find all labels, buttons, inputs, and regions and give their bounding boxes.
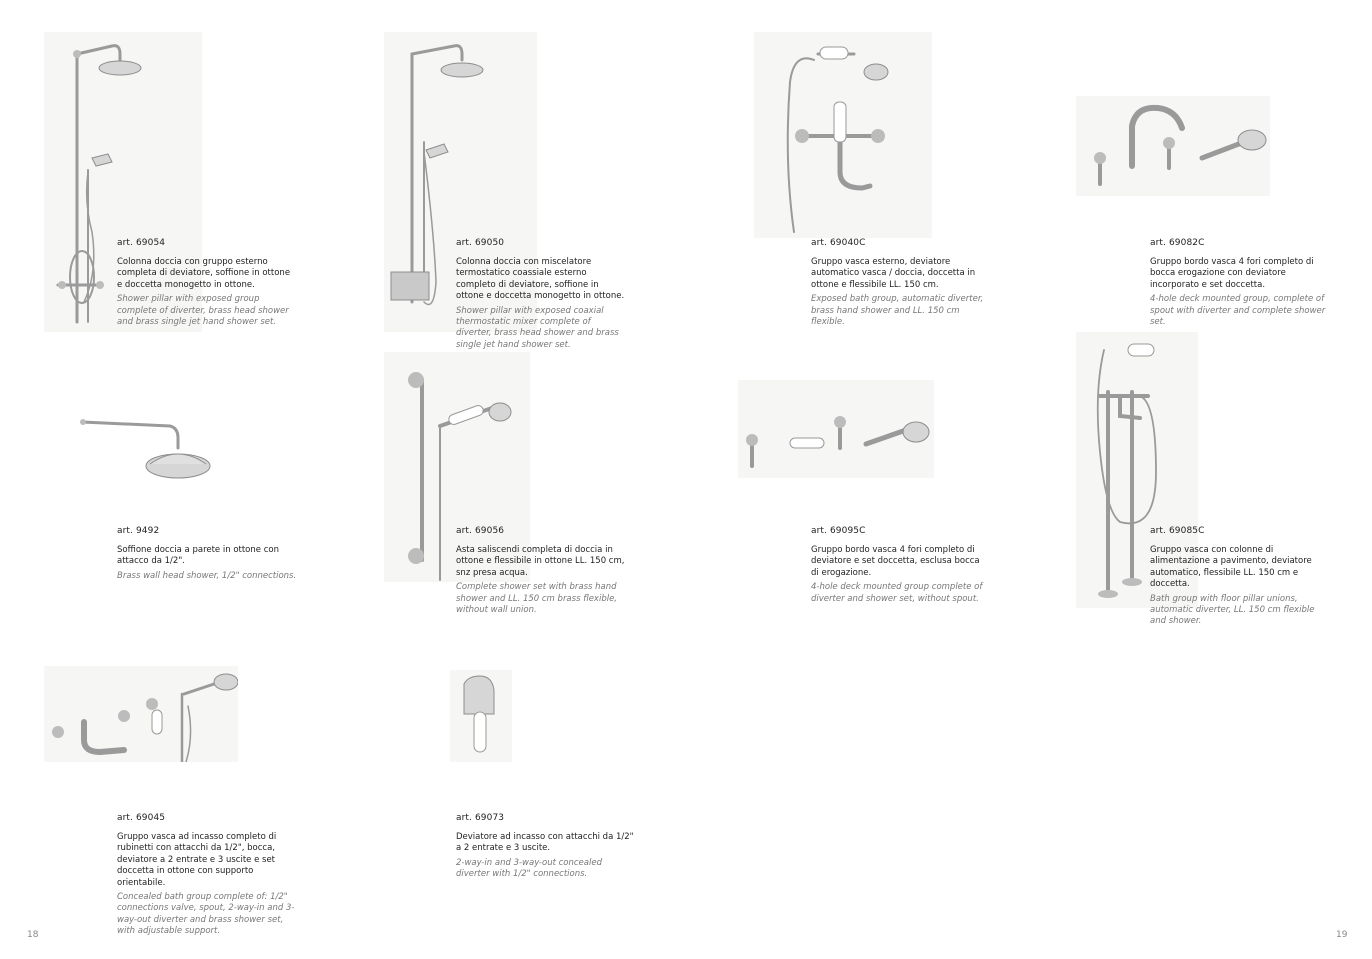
article-code: art. 69082C bbox=[1150, 238, 1205, 248]
article-code: art. 69045 bbox=[117, 813, 166, 823]
description-english: 2-way-in and 3-way-out concealed diverter with 1/2" connections. bbox=[456, 857, 602, 880]
article-code: art. 69050 bbox=[456, 238, 505, 248]
product-info-69054 bbox=[117, 238, 297, 328]
description-italian: Gruppo vasca esterno, deviatore automatico vasca / doccia, doccetta in ottone e flessibile LL. 150 cm. bbox=[811, 257, 976, 290]
product-image-69073 bbox=[450, 670, 512, 762]
description-italian: Colonna doccia con miscelatore termostatico coassiale esterno completo di deviatore, soffione in ottone e doccetta monogetto in ottone. bbox=[456, 257, 625, 302]
description-english: Bath group with floor pillar unions, automatic diverter, LL. 150 cm flexible and shower. bbox=[1150, 593, 1315, 627]
product-info-69085C bbox=[1150, 526, 1332, 628]
article-code: art. 69054 bbox=[117, 238, 166, 248]
description-italian: Colonna doccia con gruppo esterno completa di deviatore, soffione in ottone e doccetta monogetto in ottone. bbox=[117, 257, 291, 290]
article-code: art. 69040C bbox=[811, 238, 866, 248]
deck-mounted-4-hole-group-icon bbox=[1076, 96, 1270, 196]
product-image-69045 bbox=[44, 666, 238, 762]
description-italian: Deviatore ad incasso con attacchi da 1/2" a 2 entrate e 3 uscite. bbox=[456, 832, 634, 854]
concealed-diverter-icon bbox=[450, 670, 512, 762]
page-number-right: 19 bbox=[1336, 930, 1348, 940]
page-number-left: 18 bbox=[27, 930, 39, 940]
description-english: Brass wall head shower, 1/2" connections. bbox=[117, 570, 297, 581]
deck-mounted-group-no-spout-icon bbox=[738, 380, 934, 478]
description-english: Complete shower set with brass hand shower and LL. 150 cm brass flexible, without wall union. bbox=[456, 582, 618, 616]
wall-head-shower-icon bbox=[78, 408, 218, 488]
article-code: art. 69056 bbox=[456, 526, 505, 536]
article-code: art. 9492 bbox=[117, 526, 160, 536]
description-english: Concealed bath group complete of: 1/2" connections valve, spout, 2-way-in and 3-way-out diverter and brass shower set, with adjustable support. bbox=[117, 892, 295, 937]
description-english: Shower pillar with exposed coaxial thermostatic mixer complete of diverter, brass head shower and brass single jet hand shower set. bbox=[456, 305, 619, 350]
description-italian: Gruppo bordo vasca 4 fori completo di bocca erogazione con deviatore incorporato e set doccetta. bbox=[1150, 257, 1314, 290]
exposed-bath-mixer-icon bbox=[754, 32, 932, 238]
product-info-69082C bbox=[1150, 238, 1332, 328]
product-image-69095C bbox=[738, 380, 934, 478]
article-code: art. 69085C bbox=[1150, 526, 1205, 536]
article-code: art. 69073 bbox=[456, 813, 505, 823]
product-info-69040C bbox=[811, 238, 989, 328]
product-info-9492 bbox=[117, 526, 297, 582]
concealed-bath-group-icon bbox=[44, 666, 238, 762]
product-info-69050 bbox=[456, 238, 628, 351]
description-english: 4-hole deck mounted group, complete of spout with diverter and complete shower set. bbox=[1150, 294, 1326, 328]
product-image-9492 bbox=[78, 408, 218, 488]
product-info-69056 bbox=[456, 526, 636, 616]
article-code: art. 69095C bbox=[811, 526, 866, 536]
description-english: Shower pillar with exposed group complete of diverter, brass head shower and brass single jet hand shower set. bbox=[117, 294, 289, 328]
product-image-69082C bbox=[1076, 96, 1270, 196]
description-italian: Gruppo vasca con colonne di alimentazione a pavimento, deviatore automatico, flessibile LL. 150 cm e doccetta. bbox=[1150, 545, 1312, 590]
description-italian: Gruppo bordo vasca 4 fori completo di deviatore e set doccetta, esclusa bocca di erogazione. bbox=[811, 545, 980, 578]
product-info-69045 bbox=[117, 813, 295, 938]
product-image-69040C bbox=[754, 32, 932, 238]
product-info-69073 bbox=[456, 813, 638, 881]
description-italian: Asta saliscendi completa di doccia in ottone e flessibile in ottone LL. 150 cm, snz presa acqua. bbox=[456, 545, 625, 578]
description-english: Exposed bath group, automatic diverter, brass hand shower and LL. 150 cm flexible. bbox=[811, 294, 984, 328]
description-english: 4-hole deck mounted group complete of diverter and shower set, without spout. bbox=[811, 582, 983, 604]
description-italian: Gruppo vasca ad incasso completo di rubinetti con attacchi da 1/2", bocca, deviatore a 2 entrate e 3 uscite e set doccetta in ottone con supporto orientabile. bbox=[117, 832, 277, 888]
product-info-69095C bbox=[811, 526, 983, 605]
description-italian: Soffione doccia a parete in ottone con attacco da 1/2". bbox=[117, 545, 279, 567]
